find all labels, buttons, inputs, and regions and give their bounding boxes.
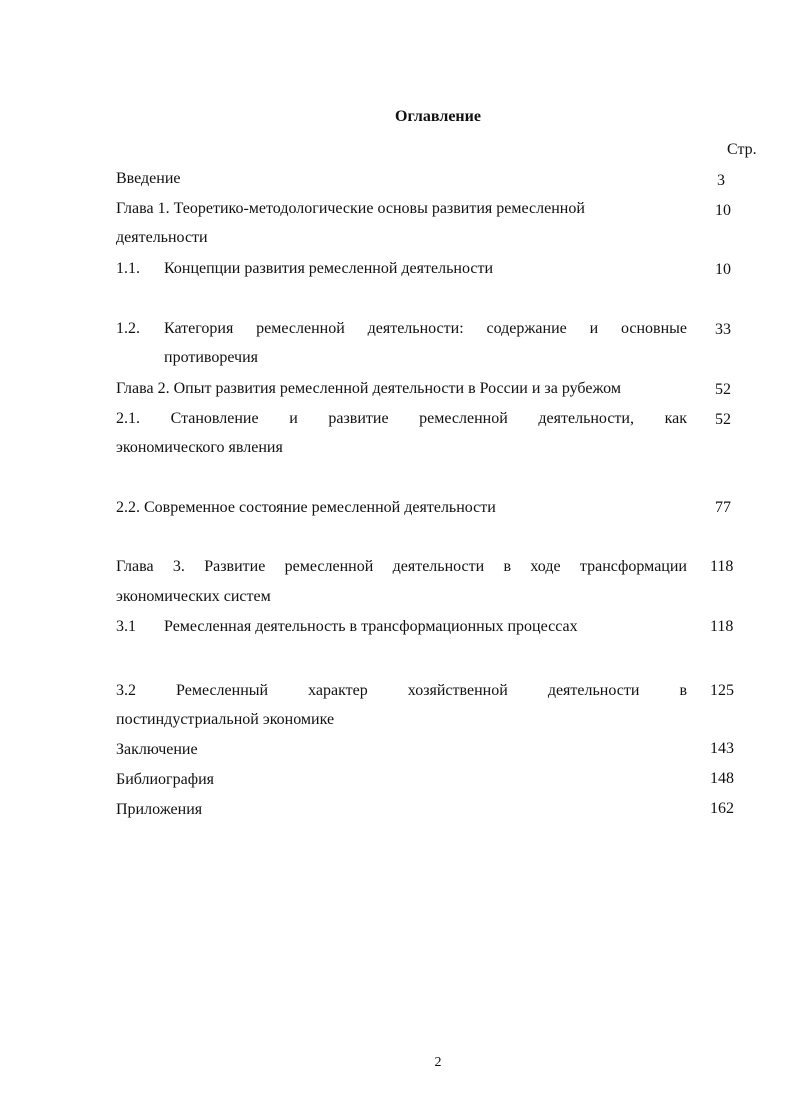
toc-entry-number: 1.2. bbox=[116, 320, 140, 337]
word: деятельности bbox=[392, 558, 485, 575]
word: 2.1. bbox=[116, 410, 140, 427]
word: развитие bbox=[328, 410, 389, 427]
word: содержание bbox=[486, 320, 567, 337]
toc-entry-label: 2.2. Современное состояние ремесленной деятельности bbox=[116, 499, 496, 516]
pages-column-header: Стр. bbox=[727, 141, 757, 158]
toc-entry-label bbox=[116, 559, 687, 575]
word: ремесленной bbox=[284, 558, 374, 575]
word: как bbox=[664, 410, 687, 427]
word: основные bbox=[620, 320, 687, 337]
toc-entry-page: 52 bbox=[715, 411, 731, 428]
word: ремесленной bbox=[256, 320, 345, 337]
word: Развитие bbox=[204, 558, 266, 575]
toc-entry-label: Введение bbox=[116, 170, 181, 187]
word: и bbox=[589, 320, 599, 337]
toc-entry-label: Концепции развития ремесленной деятельности bbox=[164, 260, 493, 277]
toc-entry-page: 118 bbox=[710, 618, 734, 635]
toc-entry-label bbox=[116, 411, 687, 427]
toc-entry-page: 148 bbox=[710, 770, 734, 787]
toc-entry-label-continued: противоречия bbox=[164, 349, 259, 366]
toc-entry-page: 118 bbox=[710, 558, 734, 575]
word: Становление bbox=[170, 410, 259, 427]
toc-entry-page: 3 bbox=[717, 172, 725, 189]
page-title: Оглавление bbox=[395, 108, 481, 125]
word: хозяйственной bbox=[407, 682, 508, 699]
toc-entry-label-continued: экономического явления bbox=[116, 439, 283, 456]
toc-entry-label: Глава 2. Опыт развития ремесленной деятельности в России и за рубежом bbox=[116, 380, 621, 397]
word: Глава bbox=[116, 558, 154, 575]
toc-entry-page: 143 bbox=[710, 740, 734, 757]
word: деятельности: bbox=[367, 320, 464, 337]
word: 3. bbox=[172, 558, 185, 575]
word: деятельности bbox=[547, 682, 640, 699]
toc-entry-label: Глава 1. Теоретико-методологические основы развития ремесленной bbox=[116, 200, 585, 217]
toc-entry-page: 77 bbox=[715, 499, 731, 516]
word: в bbox=[679, 682, 687, 699]
toc-entry-label: Ремесленная деятельность в трансформационных процессах bbox=[164, 618, 578, 635]
word: ремесленной bbox=[419, 410, 508, 427]
word: в bbox=[503, 558, 512, 575]
toc-entry-label bbox=[164, 321, 687, 337]
toc-entry-label: Библиография bbox=[116, 771, 214, 788]
word: характер bbox=[308, 682, 368, 699]
page-number: 2 bbox=[434, 1055, 442, 1070]
toc-entry-label: Заключение bbox=[116, 741, 198, 758]
word: и bbox=[289, 410, 298, 427]
toc-entry-label-continued: экономических систем bbox=[116, 588, 271, 605]
word: ходе bbox=[530, 558, 561, 575]
toc-entry-label-continued: постиндустриальной экономике bbox=[116, 711, 335, 728]
word: трансформации bbox=[579, 558, 687, 575]
toc-entry-number: 3.1 bbox=[116, 618, 136, 635]
word: деятельности, bbox=[538, 410, 634, 427]
toc-entry-page: 125 bbox=[710, 682, 734, 699]
toc-entry-label: Приложения bbox=[116, 801, 203, 818]
toc-entry-page: 10 bbox=[715, 202, 731, 219]
toc-entry-number: 1.1. bbox=[116, 260, 140, 277]
word: 3.2 bbox=[116, 682, 136, 699]
toc-entry-page: 162 bbox=[710, 800, 734, 817]
toc-entry-label-continued: деятельности bbox=[116, 229, 208, 246]
word: Ремесленный bbox=[176, 682, 269, 699]
toc-entry-label bbox=[116, 683, 687, 699]
toc-entry-page: 52 bbox=[715, 381, 731, 398]
word: Категория bbox=[164, 320, 234, 337]
toc-entry-page: 33 bbox=[715, 321, 731, 338]
toc-entry-page: 10 bbox=[715, 261, 731, 278]
